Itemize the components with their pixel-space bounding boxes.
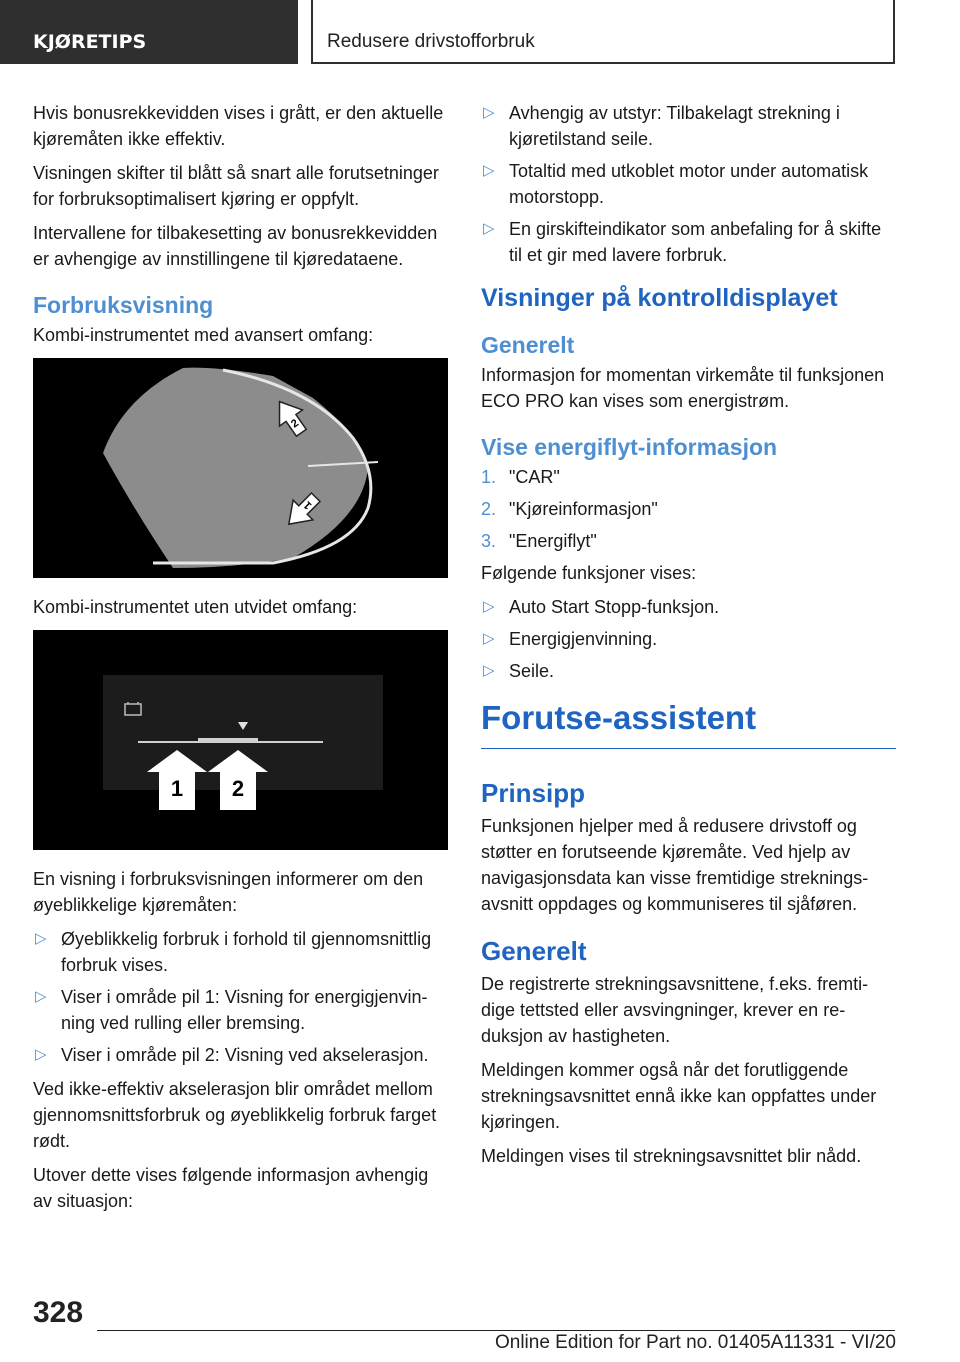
- instrument-cluster-basic-image: [33, 630, 448, 850]
- footer-edition: Online Edition for Part no. 01405A11331 - VI/20: [494, 1332, 896, 1353]
- list-item-text: Viser i område pil 2: Visning ved akselerasjon.: [61, 1045, 429, 1065]
- step-text: "Kjøreinformasjon": [509, 499, 658, 519]
- paragraph: De registrerte strekningsavsnittene, f.eks. fremtidige tettsted eller avsvingninger, krever en reduksjon av hastigheten.: [481, 974, 869, 1046]
- list-item-text: Viser i område pil 1: Visning for energigjenvinning ved rulling eller bremsing.: [61, 987, 428, 1033]
- list-item-text: Øyeblikkelig forbruk i forhold til gjennomsnittlig forbruk vises.: [61, 929, 432, 975]
- arrow-label: 2: [289, 417, 301, 431]
- arrow-label: 2: [231, 776, 245, 801]
- paragraph: En visning i forbruksvisningen informerer om den øyeblikkelige kjøremåten:: [33, 869, 424, 915]
- list-item: [481, 100, 896, 152]
- step-number: 1.: [481, 467, 497, 487]
- section-heading-generelt: Generelt: [481, 936, 587, 966]
- list-item-text: Seile.: [509, 661, 555, 681]
- paragraph: Meldingen kommer også når det forutliggende strekningsavsnittet ennå ikke kan oppfattes under kjøringen.: [481, 1060, 877, 1132]
- list-item: [481, 528, 896, 554]
- subsection-heading-generelt: Generelt: [481, 332, 575, 358]
- consumption-bar: [198, 738, 258, 742]
- list-item-text: Energigjenvinning.: [509, 629, 658, 649]
- list-item: [481, 594, 896, 620]
- triangle-bullet-icon: ▷: [483, 662, 495, 679]
- paragraph: Utover dette vises følgende informasjon avhengig av situasjon:: [33, 1165, 429, 1211]
- step-number: 3.: [481, 531, 497, 551]
- triangle-bullet-icon: ▷: [483, 220, 495, 237]
- list-item: [481, 626, 896, 652]
- list-item-text: Avhengig av utstyr: Tilbakelagt strekning i kjøretilstand seile.: [509, 103, 840, 149]
- list-item: [33, 1042, 448, 1068]
- right-column: [481, 100, 896, 1177]
- chapter-heading-forutse-assistent: Forutse-assistent: [481, 698, 896, 749]
- paragraph: Kombi-instrumentet uten utvidet omfang:: [33, 597, 358, 617]
- section-heading-forbruksvisning: Forbruksvisning: [33, 292, 214, 318]
- footer-divider: [97, 1330, 895, 1331]
- paragraph: Funksjonen hjelper med å redusere drivstoff og støtter en forutseende kjøremåte. Ved hjelp av navigasjonsdata kan visse fremtidige strekningsavsnitt oppdages og kommuniseres til sjåføren.: [481, 816, 869, 914]
- list-item-text: En girskifteindikator som anbefaling for å skifte til et gir med lavere forbruk.: [509, 219, 882, 265]
- list-item: [481, 216, 896, 268]
- list-item-text: Auto Start Stopp-funksjon.: [509, 597, 720, 617]
- paragraph: Informasjon for momentan virkemåte til funksjonen ECO PRO kan vises som energistrøm.: [481, 365, 885, 411]
- paragraph: Intervallene for tilbakesetting av bonusrekkevidden er avhengige av innstillingene til kjøredataene.: [33, 223, 438, 269]
- header-chapter-title: Redusere drivstofforbruk: [311, 0, 895, 64]
- page-number: 328: [33, 1296, 84, 1329]
- triangle-bullet-icon: ▷: [483, 162, 495, 179]
- header-section-tab: KJØRETIPS: [0, 0, 298, 64]
- bullet-list: [481, 100, 896, 268]
- subsection-heading-vise-energiflyt: Vise energiflyt-informasjon: [481, 434, 778, 460]
- instrument-cluster-advanced-image: [33, 358, 448, 578]
- paragraph: Hvis bonusrekkevidden vises i grått, er den aktuelle kjøremåten ikke effektiv.: [33, 103, 444, 149]
- list-item: [481, 464, 896, 490]
- left-column: [33, 100, 448, 1222]
- step-text: "Energiflyt": [509, 531, 597, 551]
- arrow-label: 1: [170, 776, 184, 801]
- numbered-list: [481, 464, 896, 554]
- list-item-text: Totaltid med utkoblet motor under automatisk motorstopp.: [509, 161, 869, 207]
- triangle-bullet-icon: ▷: [35, 930, 47, 947]
- list-item: [481, 496, 896, 522]
- paragraph: Meldingen vises til strekningsavsnittet blir nådd.: [481, 1146, 862, 1166]
- list-item: [481, 658, 896, 684]
- section-heading-prinsipp: Prinsipp: [481, 778, 586, 808]
- arrow-label: 1: [301, 498, 315, 512]
- paragraph: Kombi-instrumentet med avansert omfang:: [33, 325, 374, 345]
- triangle-bullet-icon: ▷: [483, 630, 495, 647]
- triangle-bullet-icon: ▷: [35, 988, 47, 1005]
- list-item: [481, 158, 896, 210]
- triangle-bullet-icon: ▷: [483, 598, 495, 615]
- triangle-bullet-icon: ▷: [35, 1046, 47, 1063]
- paragraph: Ved ikke-effektiv akselerasjon blir området mellom gjennomsnittsforbruk og øyeblikkelig forbruk farget rødt.: [33, 1079, 437, 1151]
- list-item: [33, 984, 448, 1036]
- bullet-list: [481, 594, 896, 684]
- paragraph: Visningen skifter til blått så snart alle forutsetninger for forbruksoptimalisert kjøring er oppfylt.: [33, 163, 439, 209]
- triangle-bullet-icon: ▷: [483, 104, 495, 121]
- paragraph: Følgende funksjoner vises:: [481, 563, 697, 583]
- section-heading-visninger: Visninger på kontrolldisplayet: [481, 284, 838, 312]
- step-number: 2.: [481, 499, 497, 519]
- list-item: [33, 926, 448, 978]
- step-text: "CAR": [509, 467, 560, 487]
- bullet-list: [33, 926, 448, 1068]
